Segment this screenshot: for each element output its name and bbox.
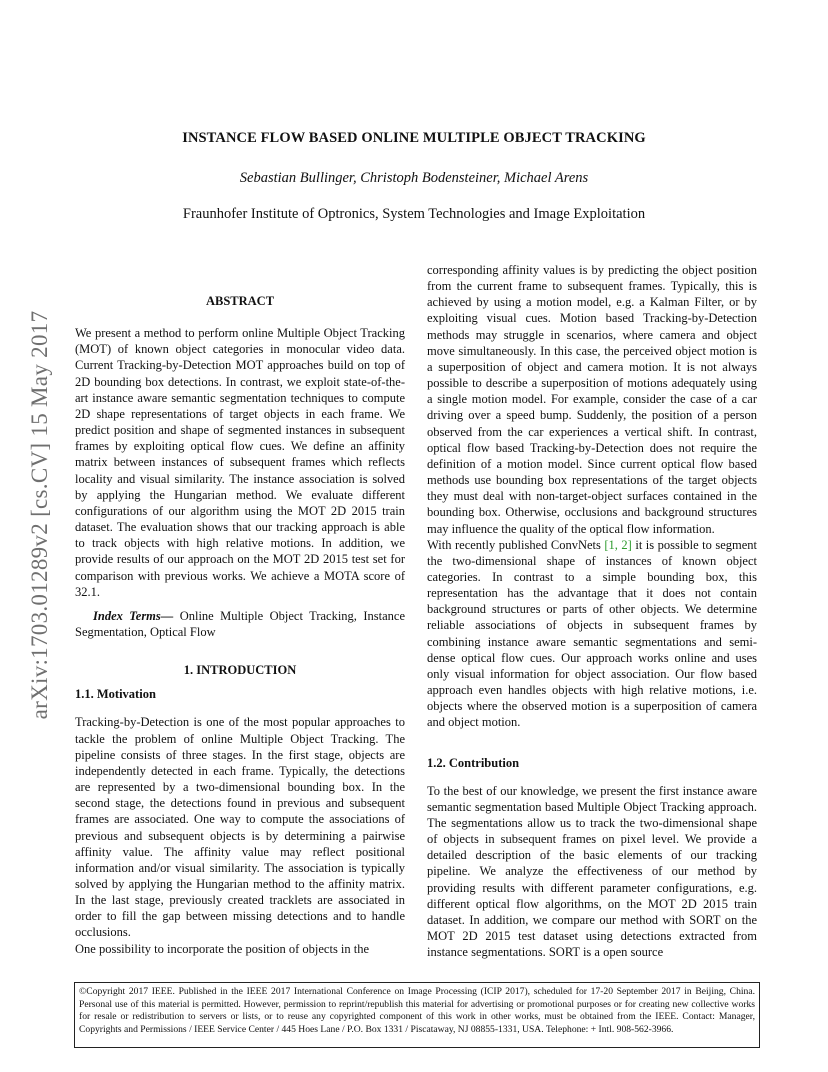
abstract-text: We present a method to perform online Multiple Object Tracking (MOT) of known object categories in monocular video data. Current Tracking-by-Detection MOT approaches build on top of 2D bounding box detections. In contrast, we exploit state-of-the-art instance aware semantic segmentation techniques to compute 2D shape representations of target objects in each frame. We predict position and shape of segmented instances in subsequent frames by exploiting optical flow cues. We define an affinity matrix between instances of subsequent frames which reflects locality and visual similarity. The instance association is solved by applying the Hungarian method. We evaluate different configurations of our algorithm using the MOT 2D 2015 train dataset. The evaluation shows that our tracking approach is able to track objects with high relative motions. In addition, we provide results of our approach on the MOT 2D 2015 test set for comparison with previous works. We achieve a MOTA score of 32.1. bbox=[75, 326, 405, 599]
contribution-paragraph: To the best of our knowledge, we present the first instance aware semantic segmentation based Multiple Object Tracking approach. The segmentations allow us to track the two-dimensional shape of objects in subsequent frames on pixel level. We provide a detailed description of the basic elements of our tracking pipeline. We analyze the effectiveness of our method by providing results with different parameter configurations, e.g. different optical flow algorithms, on the MOT 2D 2015 train dataset. In addition, we compare our method with SORT on the MOT 2D 2015 test dataset using detections extracted from instance segmentations. SORT is a open source bbox=[427, 783, 757, 960]
convnets-text-pre: With recently published ConvNets bbox=[427, 537, 605, 552]
index-terms-label: Index Terms— bbox=[93, 608, 174, 623]
copyright-footer: ©Copyright 2017 IEEE. Published in the IEEE 2017 International Conference on Image Processing (ICIP 2017), scheduled for 17-20 September 2017 in Beijing, China. Personal use of this material is permitted. However, permission to reprint/republish this material for advertising or promotional purposes or for creating new collective works for resale or redistribution to servers or lists, or to reuse any copyrighted component of this work in other works, must be obtained from the IEEE. Contact: Manager, Copyrights and Permissions / IEEE Service Center / 445 Hoes Lane / P.O. Box 1331 / Piscataway, NJ 08855-1331, USA. Telephone: + Intl. 908-562-3966. bbox=[74, 982, 760, 1048]
motivation-heading: 1.1. Motivation bbox=[75, 687, 156, 702]
arxiv-id: arXiv:1703.01289v2 [cs.CV] 15 May 2017 bbox=[27, 310, 52, 720]
convnets-text-post: it is possible to segment the two-dimensional shape of instances of known object categories. In contrast to a simple bounding box, this representation has the advantage that it does not contain background structures or parts of other objects. We determine reliable associations of objects in subsequent frames by combining instance aware semantic segmentations and semi-dense optical flow cues. Our approach works online and uses only visual information for object association. Our flow based approach even handles objects with high relative motions, i.e. objects where the observed motion is a superposition of camera and object motion. bbox=[427, 537, 758, 730]
paper-authors: Sebastian Bullinger, Christoph Bodensteiner, Michael Arens bbox=[239, 170, 589, 186]
convnets-paragraph bbox=[427, 537, 757, 731]
motivation-paragraph: Tracking-by-Detection is one of the most popular approaches to tackle the problem of online Multiple Object Tracking. The pipeline consists of three stages. In the first stage, objects are independently detected in each frame. Typically, the detections are represented by a two-dimensional bounding box. In the second stage, the detections found in previous and subsequent frames are associated. One way to compute the associations of previous and subsequent objects is by determining a pairwise affinity value. The affinity value may reflect positional information and/or visual similarity. The association is typically solved by applying the Hungarian method to the affinity matrix. In the last stage, previously created tracklets are associated in order to fill the gap between missing detections and to handle occlusions. bbox=[75, 715, 405, 940]
paper-affiliation: Fraunhofer Institute of Optronics, System Technologies and Image Exploitation bbox=[182, 206, 646, 222]
paper-title: INSTANCE FLOW BASED ONLINE MULTIPLE OBJECT TRACKING bbox=[182, 130, 646, 146]
motivation-continued-paragraph: corresponding affinity values is by predicting the object position from the current frame to subsequent frames. Typically, this is achieved by using a motion model, e.g. a Kalman Filter, or by exploiting visual cues. Motion based Tracking-by-Detection methods may struggle in scenarios, where camera and object move simultaneously. In this case, the perceived object motion is a superposition of object and camera motion. It is not always possible to describe a superposition of motions adequately using a single motion model. For example, consider the case of a car driving over a speed bump. Suddenly, the position of a person observed from the car experiences a vertical shift. In contrast, optical flow based Tracking-by-Detection does not require the definition of a motion model. Since current optical flow based methods use bounding box representations of the target objects they must deal with non-target-object surfaces contained in the bounding box. Otherwise, occlusions and background structures may influence the quality of the optical flow information. bbox=[427, 263, 757, 536]
motivation-paragraph-2: One possibility to incorporate the position of objects in the bbox=[75, 941, 370, 956]
index-terms bbox=[75, 608, 405, 640]
right-column bbox=[427, 262, 757, 960]
introduction-heading: 1. INTRODUCTION bbox=[183, 663, 297, 678]
arxiv-sidebar-stamp bbox=[22, 270, 58, 760]
citation-link[interactable]: [1, 2] bbox=[604, 537, 632, 552]
contribution-heading: 1.2. Contribution bbox=[427, 755, 520, 770]
left-column bbox=[75, 293, 405, 957]
abstract-heading: ABSTRACT bbox=[205, 294, 275, 308]
index-terms-text: Online Multiple Object Tracking, Instance Segmentation, Optical Flow bbox=[75, 608, 405, 639]
